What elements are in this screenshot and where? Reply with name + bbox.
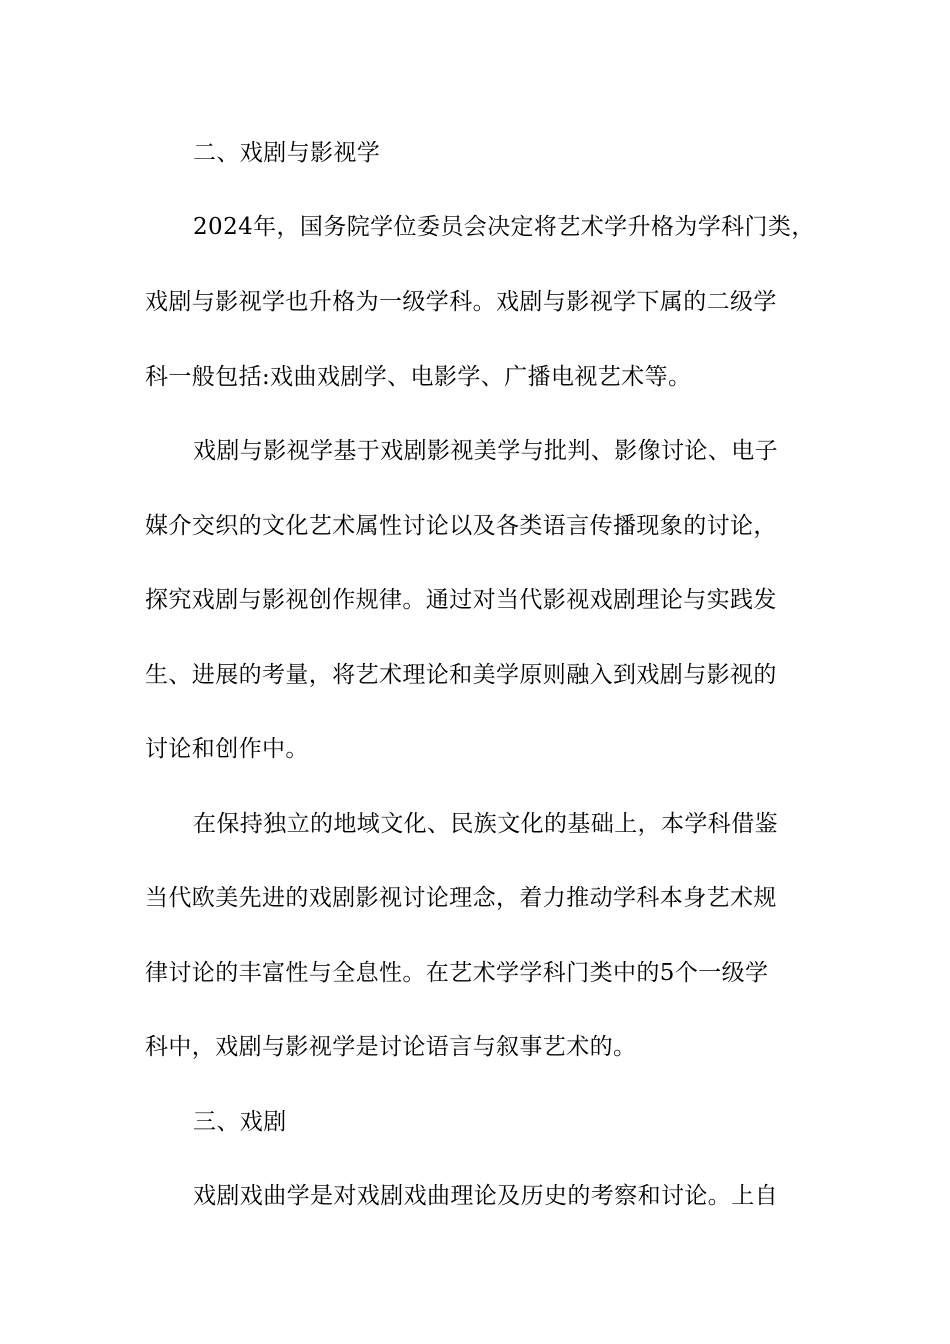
- paragraph-line: 科一般包括:戏曲戏剧学、电影学、广播电视艺术等。: [145, 364, 692, 390]
- paragraph-line: 戏剧与影视学也升格为一级学科。戏剧与影视学下属的二级学: [145, 289, 777, 315]
- paragraph-line: 生、进展的考量，将艺术理论和美学原则融入到戏剧与影视的: [145, 662, 777, 688]
- paragraph-line: 在保持独立的地域文化、民族文化的基础上，本学科借鉴: [193, 811, 778, 837]
- paragraph-line: 探究戏剧与影视创作规律。通过对当代影视戏剧理论与实践发: [145, 587, 777, 613]
- paragraph-line: 讨论和创作中。: [145, 736, 309, 762]
- paragraph-line: 戏剧与影视学基于戏剧影视美学与批判、影像讨论、电子: [193, 438, 778, 464]
- paragraph-line: 2024年，国务院学位委员会决定将艺术学升格为学科门类，: [193, 214, 815, 240]
- section-heading: 二、戏剧与影视学: [193, 140, 381, 166]
- paragraph-line: 戏剧戏曲学是对戏剧戏曲理论及历史的考察和讨论。上自: [193, 1183, 778, 1209]
- paragraph-line: 媒介交织的文化艺术属性讨论以及各类语言传播现象的讨论，: [145, 513, 777, 539]
- section-heading: 三、戏剧: [193, 1109, 287, 1135]
- paragraph-line: 当代欧美先进的戏剧影视讨论理念，着力推动学科本身艺术规: [145, 885, 777, 911]
- paragraph-line: 律讨论的丰富性与全息性。在艺术学学科门类中的5个一级学: [145, 960, 769, 986]
- paragraph-line: 科中，戏剧与影视学是讨论语言与叙事艺术的。: [145, 1034, 637, 1060]
